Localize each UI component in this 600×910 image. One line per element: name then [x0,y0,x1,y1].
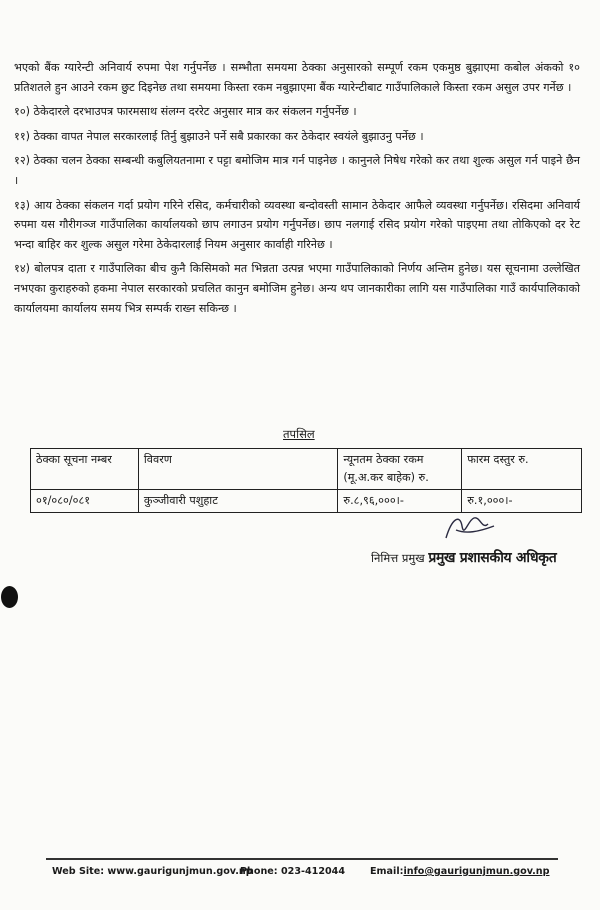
paragraph-11: ११) ठेक्का वापत नेपाल सरकारलाई तिर्नु बुझाउने पर्ने सबै प्रकारका कर ठेकेदार स्वयंले बुझाउनु पर्नेछ । [14,129,424,143]
signatory-title: प्रमुख प्रशासकीय अधिकृत [428,550,557,566]
signatory-block [371,548,556,567]
header-form-fee: फारम दस्तुर रु. [462,449,582,490]
paragraph-10: १०) ठेकेदारले दरभाउपत्र फारमसाथ संलग्न दररेट अनुसार मात्र कर संकलन गर्नुपर्नेछ । [14,105,357,119]
header-description: विवरण [138,449,338,490]
notice-body [14,58,580,323]
footer-website[interactable]: Web Site: www.gaurigunjmun.gov.np [52,866,253,877]
cell-form-fee: रु.१,०००।- [462,490,582,513]
paragraph-14: १४) बोलपत्र दाता र गाउँपालिका बीच कुनै किसिमको मत भिन्नता उत्पन्न भएमा गाउँपालिकाको निर्णय अन्तिम हुनेछ। यस सूचनामा उल्लेखित नभएका कुराहरुको हकमा नेपाल सरकारको प्रचलित कानुन बमोजिम हुनेछ। अन्य थप जानकारीका लागि यस गाउँपालिका गाउँ कार्यपालिकाको कार्यालयमा कार्यालय समय भित्र सम्पर्क राख्न सकिन्छ । [14,262,580,315]
footer-divider [46,858,558,860]
paragraph-13: १३) आय ठेक्का संकलन गर्दा प्रयोग गरिने रसिद, कर्मचारीको व्यवस्था बन्दोवस्ती सामान ठेकेदार आफैले व्यवस्था गर्नुपर्नेछ। रसिदमा अनिवार्य रुपमा यस गौरीगञ्ज गाउँपालिका कार्यालयको छाप लगाउन प्रयोग गर्नुपर्नेछ। छाप नलगाई रसिद प्रयोग गरेको पाइएमा तथा तोकिएको दर रेट भन्दा बाहिर कर शुल्क असुल गरेमा ठेकेदारलाई नियम अनुसार कार्वाही गरिनेछ । [14,198,580,251]
signatory-prefix: निमित्त प्रमुख [371,551,425,565]
table-row [31,490,582,513]
schedule-title: तपसिल [283,427,315,441]
paragraph-12: १२) ठेक्का चलन ठेक्का सम्बन्धी कबुलियतनामा र पट्टा बमोजिम मात्र गर्न पाइनेछ । कानुनले निषेध गरेको कर तथा शुल्क असुल गर्न पाइने छैन । [14,154,580,187]
cell-minimum-amount: रु.८,९६,०००।- [338,490,462,513]
footer-email [370,866,550,877]
signature-scribble [438,508,498,548]
punch-hole [1,586,18,608]
footer-email-prefix: Email: [370,866,404,877]
header-minimum-amount: न्यूनतम ठेक्का रकम (मू.अ.कर बाहेक) रु. [338,449,462,490]
schedule-table [30,448,582,513]
cell-notice-number: ०१/०८०/०८१ [31,490,139,513]
table-header-row [31,449,582,490]
footer-phone: Phone: 023-412044 [240,866,346,877]
paragraph-continuation: भएको बैंक ग्यारेन्टी अनिवार्य रुपमा पेश गर्नुपर्नेछ । सम्भौता समयमा ठेक्का अनुसारको सम्पूर्ण रकम एकमुष्ठ बुझाएमा कबोल अंकको १० प्रतिशतले हुन आउने रकम छुट दिइनेछ तथा समयमा किस्ता रकम नबुझाएमा बैंक ग्यारेन्टीबाट गाउँपालिकाले किस्ता रकम असुल उपर गर्नेछ । [14,61,580,94]
footer-email-link[interactable]: info@gaurigunjmun.gov.np [403,866,550,877]
cell-description: कुञ्जीवारी पशुहाट [138,490,338,513]
header-notice-number: ठेक्का सूचना नम्बर [31,449,139,490]
